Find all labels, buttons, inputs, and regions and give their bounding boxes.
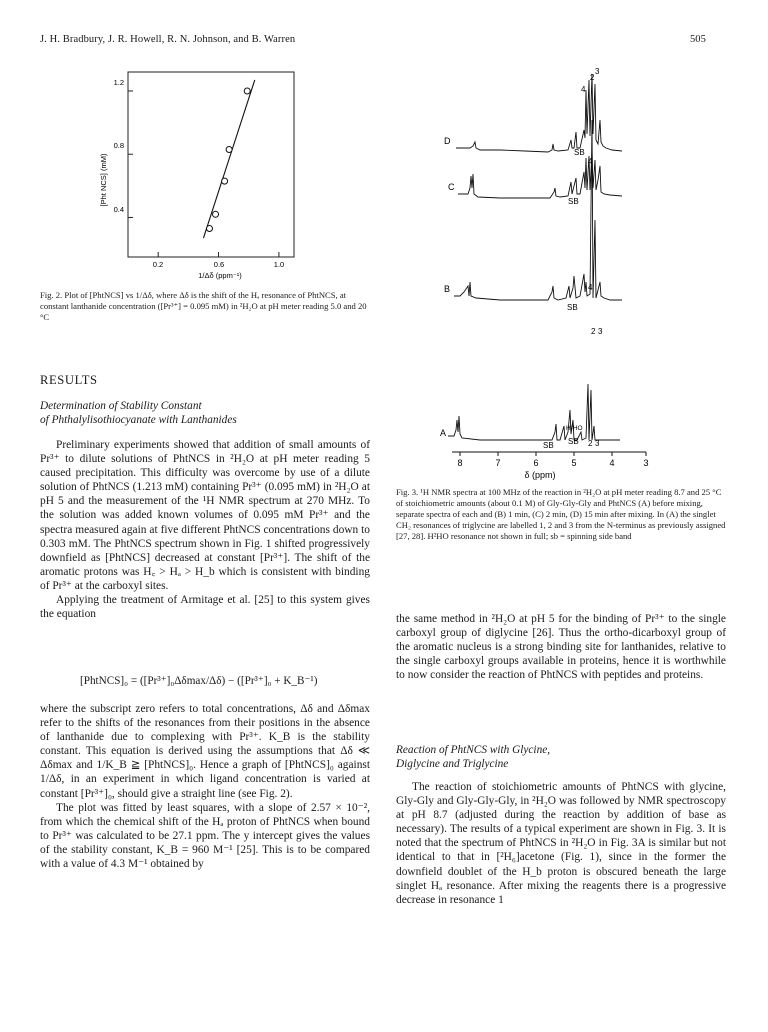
peak-label: 2 — [591, 327, 596, 336]
x-tick-label: 0.6 — [213, 260, 225, 269]
subsection-heading-line-1: Determination of Stability Constant — [40, 400, 202, 412]
peak-label: SB — [543, 441, 554, 450]
x-tick-label: 5 — [571, 458, 577, 468]
paragraph: The plot was fitted by least squares, with a slope of 2.57 × 10⁻², from which the chemical shift of the Hₐ proton of PhtNCS when bound to Pr³⁺ was calculated to be 27.1 ppm. The y intercept gives the values of the stability constant, K_B = 960 M⁻¹ [25]. This is to be compared with a value of 4.3 M⁻¹ obtained by — [40, 801, 370, 871]
y-axis-label: [Pht NCS] (mM) — [99, 153, 108, 207]
x-tick-label: 1.0 — [273, 260, 285, 269]
figure-2-plot — [88, 70, 300, 280]
figure-2-caption: Fig. 2. Plot of [PhtNCS] vs 1/Δδ, where Δδ is the shift of the Hₐ resonance of PhtNCS, at constant lanthanide concentration ([Pr³⁺] = 0.095 mM) in ²H₂O at pH meter reading 5.0 and 20 °C — [40, 290, 367, 322]
peak-label: 4 — [588, 283, 593, 292]
peak-label: 3 — [595, 439, 600, 448]
left-column-text-bottom — [40, 702, 370, 871]
y-tick-label: 0.4 — [113, 205, 124, 214]
data-point — [222, 178, 228, 184]
y-tick-label: 0.8 — [113, 141, 124, 150]
x-axis-label: δ (ppm) — [524, 470, 556, 480]
spectrum-b-trace — [454, 120, 622, 300]
fit-line — [203, 80, 254, 238]
peak-label: 4 — [581, 85, 586, 94]
spectrum-label-a: A — [440, 428, 447, 438]
x-axis-ticks — [460, 452, 646, 456]
x-tick-label: 4 — [609, 458, 615, 468]
paragraph: the same method in ²H₂O at pH 5 for the binding of Pr³⁺ to the single carboxyl group of diglycine [26]. Thus the ortho-dicarboxyl group of the aromatic nucleus is a strong binding site for lanthanides, relative to the single carboxyl groups available in proteins, hence it is worthwhile to now consider the reaction of PhtNCS with peptides and proteins. — [396, 613, 726, 682]
subsection-heading-line-2: Diglycine and Triglycine — [396, 758, 509, 770]
paragraph: The reaction of stoichiometric amounts of PhtNCS with glycine, Gly-Gly and Gly-Gly-Gly, in ²H₂O was followed by NMR spectroscopy at pH 8.7 (adjusted during the reaction by addition of base as necessary). The results of a typical experiment are shown in Fig. 3. It is noted that the spectrum of PhtNCS in ²H₂O in Fig. 3A is similar but not identical to that in [²H₆]acetone (Fig. 1), since in the former the downfield doublet of the H_b proton is obscured beneath the large singlet Hₐ resonance. After mixing the reagents there is a progressive decrease in resonance 1 — [396, 781, 726, 906]
peak-label: SB — [567, 303, 578, 312]
x-tick-label: 3 — [643, 458, 649, 468]
peak-label: SB — [574, 148, 585, 157]
y-tick-marks — [128, 91, 133, 217]
x-tick-label: 6 — [533, 458, 539, 468]
x-tick-label: 0.2 — [152, 260, 164, 269]
peak-label: SB — [568, 197, 579, 206]
spectrum-d-trace — [456, 74, 622, 152]
spectrum-label-d: D — [444, 136, 451, 146]
spectrum-label-b: B — [444, 284, 451, 294]
peak-label: 4 — [588, 157, 593, 166]
section-heading: RESULTS — [40, 373, 98, 387]
page-number: 505 — [689, 34, 706, 45]
left-column-text-top — [40, 438, 370, 621]
figure-3-caption: Fig. 3. ¹H NMR spectra at 100 MHz of the reaction in ²H₂O at pH meter reading 8.7 and 25 °C of stoichiometric amounts (about 0.1 M) of Gly-Gly-Gly and PhtNCS (A) before mixing, separate spectra of each and (B) 1 min, (C) 2 min, (D) 15 min after mixing. In (A) the singlet CH₂ resonances of triglycine are labelled 1, 2 and 3 from the N-terminus as previously assigned [27, 28]. H²HO resonance not shown in full; sb = spinning side band — [396, 487, 726, 541]
peak-label: H²HO — [566, 425, 583, 432]
spectrum-label-c: C — [448, 182, 455, 192]
spectrum-a-trace — [448, 384, 620, 440]
paragraph: where the subscript zero refers to total concentrations, Δδ and Δδmax refer to the shifts of the resonances from their positions in the absence of lanthanide due to complexing with Pr³⁺. K_B is the stability constant. This equation is derived using the assumptions that Δδ ≪ Δδmax and 1/K_B ≧ [PhtNCS]₀. Hence a graph of [PhtNCS]₀ against 1/Δδ, in an experiment in which ligand concentration is varied at constant [Pr³⁺]₀, should give a straight line (see Fig. 2). — [40, 703, 370, 800]
data-point — [226, 146, 232, 152]
x-axis-label: 1/Δδ (ppm⁻¹) — [198, 271, 242, 280]
x-tick-label: 7 — [495, 458, 501, 468]
peak-label: 2 — [590, 73, 595, 82]
peak-label: 3 — [595, 67, 600, 76]
paragraph: Applying the treatment of Armitage et al. [25] to this system gives the equation — [40, 594, 370, 621]
equation: [PhtNCS]₀ = ([Pr³⁺]₀Δδmax/Δδ) − ([Pr³⁺]₀ + K_B⁻¹) — [80, 675, 318, 687]
right-column-text-top — [396, 612, 726, 682]
figure-3-nmr-spectra — [440, 60, 660, 490]
data-point — [213, 211, 219, 217]
x-tick-label: 8 — [457, 458, 463, 468]
y-tick-label: 1.2 — [113, 78, 124, 87]
x-tick-marks — [158, 252, 279, 257]
paragraph: Preliminary experiments showed that addition of small amounts of Pr³⁺ to dilute solutions of PhtNCS in ²H₂O at pH meter reading 5 caused precipitation. This difficulty was overcome by use of a dilute solution of PhtNCS (1.213 mM) containing Pr³⁺ (0.095 mM) in ²H₂O at pH 5 and the measurement of the ¹H NMR spectrum at 270 MHz. To the solution was added known volumes of 0.095 mM Pr³⁺ and the spectra measured again at five different PhtNCS concentrations down to 0.303 mM. The PhtNCS spectrum shown in Fig. 1 shifted progressively downfield as [PhtNCS] decreased at constant [Pr³⁺]. The shift of the aromatic protons was H꜀ > Hₐ > H_b which is consistent with binding of Pr³⁺ at the carboxyl sites. — [40, 439, 370, 592]
data-point — [244, 88, 250, 94]
spectrum-c-trace — [458, 152, 622, 198]
right-column-text-bottom — [396, 780, 726, 907]
peak-label: 2 — [588, 439, 593, 448]
running-header-authors: J. H. Bradbury, J. R. Howell, R. N. Johnson, and B. Warren — [40, 34, 296, 45]
subsection-heading-line-1: Reaction of PhtNCS with Glycine, — [396, 744, 551, 756]
peak-label: SB — [568, 437, 579, 446]
peak-label: 3 — [598, 327, 603, 336]
data-point — [206, 226, 212, 232]
subsection-heading-line-2: of Phthalylisothiocyanate with Lanthanides — [40, 414, 237, 426]
